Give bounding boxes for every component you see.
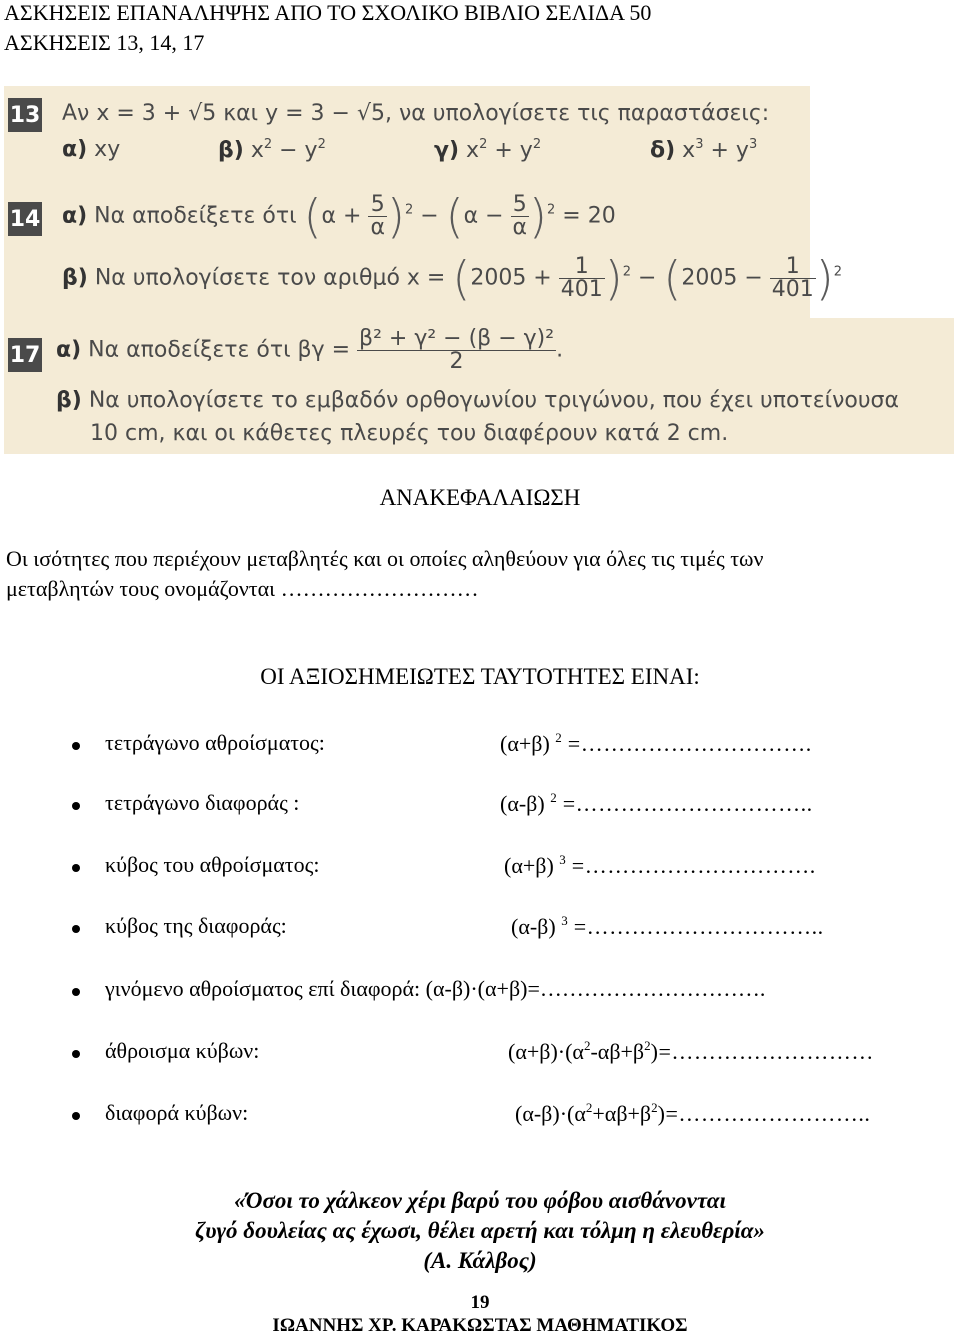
exercise-14-b: β) Να υπολογίσετε τον αριθμό x = (2005 + $\frac{1}{401}$ )$^2$ − (2005 − $\frac{1}{401}$ )$^2$ xyxy=(62,251,843,306)
exercise-13-number: 13 xyxy=(8,98,42,132)
identity-item: γινόμενο αθροίσματος επί διαφορά: (α-β)·(α+β)=…………………………. xyxy=(0,976,960,1006)
bullet-icon xyxy=(72,802,80,810)
exercise-17-a: α) Να αποδείξετε ότι βγ = $\frac{\text{β² + γ² − (β − γ)²}}{2}$ . xyxy=(56,326,564,374)
exercise-13-c: γ) $x^2 + y^2$ xyxy=(434,137,542,163)
exercise-17-b-cont: 10 cm, και οι κάθετες πλευρές του διαφέρουν κατά 2 cm. xyxy=(90,421,729,446)
page-number: 19 xyxy=(470,1292,490,1313)
quote-line-1: «Όσοι το χάλκεον χέρι βαρύ του φόβου αισθάνονται xyxy=(234,1188,726,1213)
exercise-14-a: α) Να αποδείξετε ότι (α + $\frac{5}{\alpha}$ )$^2$ − (α − $\frac{5}{\alpha}$ )$^2$ = 20 xyxy=(62,189,616,244)
exercise-13-d: δ) $x^3 + y^3$ xyxy=(650,137,758,163)
identity-item: κύβος της διαφοράς: (α-β) $^3$ =………………………….. xyxy=(0,913,960,943)
exercise-14-number: 14 xyxy=(8,202,42,236)
identity-item: τετράγωνο αθροίσματος: (α+β) $^2$ =…………………………. xyxy=(0,730,960,760)
recap-paragraph-line-1: Οι ισότητες που περιέχουν μεταβλητές και οι οποίες αληθεύουν για όλες τις τιμές των xyxy=(6,546,764,571)
exercise-13-a: α) xy xyxy=(62,137,121,162)
identities-title: ΟΙ ΑΞΙΟΣΗΜΕΙΩΤΕΣ ΤΑΥΤΟΤΗΤΕΣ ΕΙΝΑΙ: xyxy=(260,664,700,689)
identity-item: τετράγωνο διαφοράς : (α-β) $^2$ =………………………….. xyxy=(0,790,960,820)
exercise-13-stem: Αν x = 3 + √5 και y = 3 − √5, να υπολογίσετε τις παραστάσεις: xyxy=(62,101,770,126)
header-line-2: ΑΣΚΗΣΕΙΣ 13, 14, 17 xyxy=(4,30,205,55)
bullet-icon xyxy=(72,1050,80,1058)
recap-title: ΑΝΑΚΕΦΑΛΑΙΩΣΗ xyxy=(379,485,581,510)
quote-line-2: ζυγό δουλείας ας έχωσι, θέλει αρετή και τόλμη η ελευθερία» xyxy=(195,1218,765,1243)
quote-attribution: (Α. Κάλβος) xyxy=(423,1248,537,1273)
bullet-icon xyxy=(72,742,80,750)
bullet-icon xyxy=(72,925,80,933)
exercise-17-number: 17 xyxy=(8,338,42,372)
recap-paragraph-line-2: μεταβλητών τους ονομάζονται ……………………… xyxy=(6,576,479,601)
exercise-17-b: β) Να υπολογίσετε το εμβαδόν ορθογωνίου τριγώνου, που έχει υποτείνουσα xyxy=(56,388,899,413)
bullet-icon xyxy=(72,864,80,872)
header-line-1: ΑΣΚΗΣΕΙΣ ΕΠΑΝΑΛΗΨΗΣ ΑΠΟ ΤΟ ΣΧΟΛΙΚΟ ΒΙΒΛΙΟ ΣΕΛΙΔΑ 50 xyxy=(4,0,652,25)
identity-item: διαφορά κύβων: $(\alpha-\beta)\cdot(\alpha^2+\alpha\beta+\beta^2)=\dots\dots\dots\dots\dots\dots\dots\dots$.. xyxy=(0,1100,960,1130)
identity-item: άθροισμα κύβων: $(\alpha+\beta)\cdot(\alpha^2-\alpha\beta+\beta^2)=\dots\dots\dots\dots\dots\dots\dots\dots\dots$ xyxy=(0,1038,960,1068)
bullet-icon xyxy=(72,1112,80,1120)
textbook-excerpt xyxy=(4,86,954,454)
identity-item: κύβος του αθροίσματος: (α+β) $^3$ =…………………………. xyxy=(0,852,960,882)
bullet-icon xyxy=(72,988,80,996)
footer-author: ΙΩΑΝΝΗΣ ΧΡ. ΚΑΡΑΚΩΣΤΑΣ ΜΑΘΗΜΑΤΙΚΟΣ xyxy=(272,1315,688,1336)
exercise-13-b: β) $x^2 - y^2$ xyxy=(218,137,326,163)
